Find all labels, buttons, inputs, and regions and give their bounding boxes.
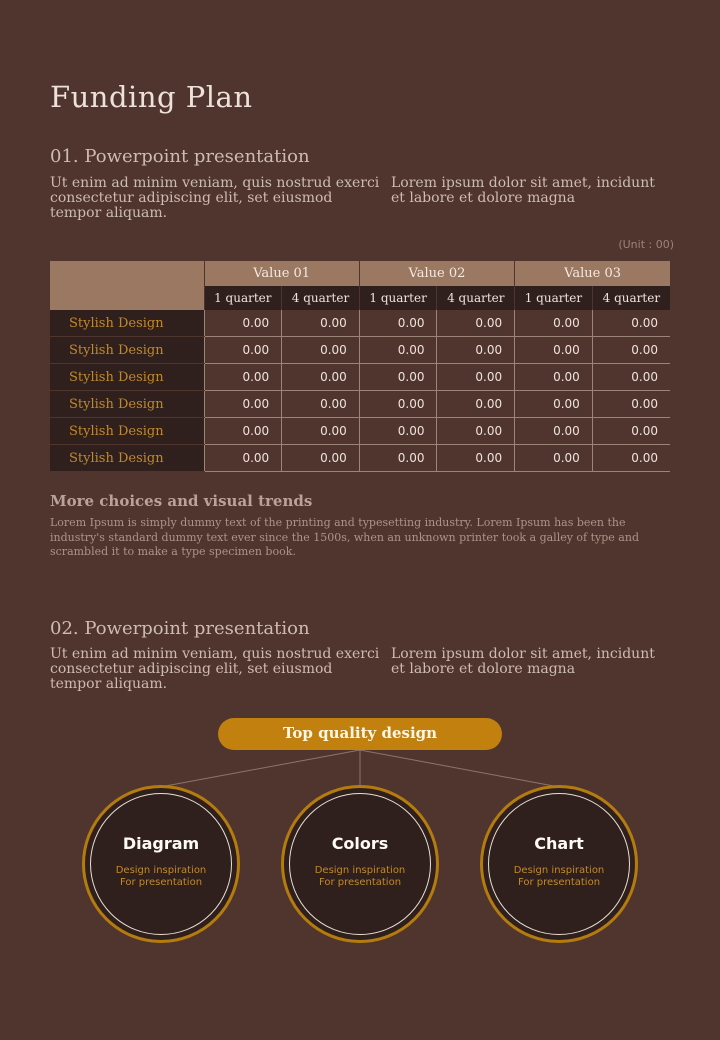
table-cell: 0.00 — [592, 310, 670, 337]
row-label: Stylish Design — [50, 364, 204, 391]
diagram-node-colors — [281, 785, 439, 943]
top-quality-pill: Top quality design — [218, 718, 502, 750]
table-cell: 0.00 — [282, 445, 360, 472]
table-cell: 0.00 — [282, 364, 360, 391]
unit-label: (Unit : 00) — [618, 238, 674, 251]
table-cell: 0.00 — [437, 337, 515, 364]
table-cell: 0.00 — [592, 391, 670, 418]
node-subtitle-line2: For presentation — [119, 877, 203, 888]
table-cell: 0.00 — [204, 364, 282, 391]
table-cell: 0.00 — [204, 418, 282, 445]
table-cell: 0.00 — [592, 364, 670, 391]
row-label: Stylish Design — [50, 445, 204, 472]
node-inner-ring — [90, 793, 232, 935]
node-inner-ring — [289, 793, 431, 935]
table-quarter-header: 4 quarter — [437, 286, 515, 310]
node-subtitle-line2: For presentation — [517, 877, 601, 888]
table-cell: 0.00 — [282, 391, 360, 418]
table-cell: 0.00 — [515, 391, 593, 418]
table-cell: 0.00 — [359, 445, 437, 472]
table-cell: 0.00 — [282, 310, 360, 337]
table-cell: 0.00 — [515, 364, 593, 391]
table-cell: 0.00 — [437, 364, 515, 391]
table-cell: 0.00 — [359, 310, 437, 337]
section1-body-col2: Lorem ipsum dolor sit amet, incidunt et labore et dolore magna — [391, 175, 655, 206]
node-subtitle-line1: Design inspiration — [513, 865, 605, 876]
table-cell: 0.00 — [592, 445, 670, 472]
table-cell: 0.00 — [282, 418, 360, 445]
table-cell: 0.00 — [204, 337, 282, 364]
section2-heading: 02. Powerpoint presentation — [50, 618, 310, 639]
node-title: Chart — [534, 834, 584, 853]
more-body: Lorem Ipsum is simply dummy text of the printing and typesetting industry. Lorem Ipsum has been the industry's standard dummy text ever since the 1500s, when an unknown printer took a galley of type and scrambled it to make a type specimen book. — [50, 516, 639, 558]
node-subtitle — [281, 865, 439, 889]
page-title: Funding Plan — [50, 80, 253, 114]
table-quarter-header: 4 quarter — [592, 286, 670, 310]
table-cell: 0.00 — [515, 337, 593, 364]
table-quarter-header: 1 quarter — [204, 286, 282, 310]
table-quarter-header: 4 quarter — [282, 286, 360, 310]
table-cell: 0.00 — [359, 364, 437, 391]
table-cell: 0.00 — [437, 391, 515, 418]
node-subtitle-line1: Design inspiration — [314, 865, 406, 876]
table-cell: 0.00 — [359, 337, 437, 364]
node-inner-ring — [488, 793, 630, 935]
row-label: Stylish Design — [50, 418, 204, 445]
node-title: Colors — [331, 834, 389, 853]
section2-body-col2: Lorem ipsum dolor sit amet, incidunt et labore et dolore magna — [391, 646, 655, 677]
section1-body-col1: Ut enim ad minim veniam, quis nostrud exerci consectetur adipiscing elit, set eiusmod tempor aliquam. — [50, 175, 380, 221]
table-cell: 0.00 — [359, 391, 437, 418]
diagram-node-chart — [480, 785, 638, 943]
table-cell: 0.00 — [592, 337, 670, 364]
connector-line — [160, 750, 360, 787]
table-cell: 0.00 — [437, 310, 515, 337]
table-group-header: Value 03 — [515, 261, 670, 286]
table-cell: 0.00 — [515, 310, 593, 337]
table-quarter-header: 1 quarter — [515, 286, 593, 310]
diagram-node-diagram — [82, 785, 240, 943]
row-label: Stylish Design — [50, 310, 204, 337]
table-cell: 0.00 — [359, 418, 437, 445]
more-heading: More choices and visual trends — [50, 492, 313, 510]
row-label: Stylish Design — [50, 391, 204, 418]
table-cell: 0.00 — [204, 445, 282, 472]
table-group-header: Value 02 — [359, 261, 514, 286]
table-cell: 0.00 — [515, 445, 593, 472]
node-subtitle-line1: Design inspiration — [115, 865, 207, 876]
table-quarter-header: 1 quarter — [359, 286, 437, 310]
section2-body-col1: Ut enim ad minim veniam, quis nostrud exerci consectetur adipiscing elit, set eiusmod tempor aliquam. — [50, 646, 380, 692]
table-cell: 0.00 — [515, 418, 593, 445]
node-subtitle — [82, 865, 240, 889]
table-group-header: Value 01 — [204, 261, 359, 286]
table-cell: 0.00 — [282, 337, 360, 364]
table-cell: 0.00 — [437, 445, 515, 472]
node-subtitle-line2: For presentation — [318, 877, 402, 888]
table-cell: 0.00 — [437, 418, 515, 445]
table-cell: 0.00 — [592, 418, 670, 445]
table-cell: 0.00 — [204, 391, 282, 418]
row-label: Stylish Design — [50, 337, 204, 364]
node-title: Diagram — [122, 834, 200, 853]
node-subtitle — [480, 865, 638, 889]
table-cell: 0.00 — [204, 310, 282, 337]
section1-heading: 01. Powerpoint presentation — [50, 146, 310, 167]
connector-line — [360, 750, 559, 787]
